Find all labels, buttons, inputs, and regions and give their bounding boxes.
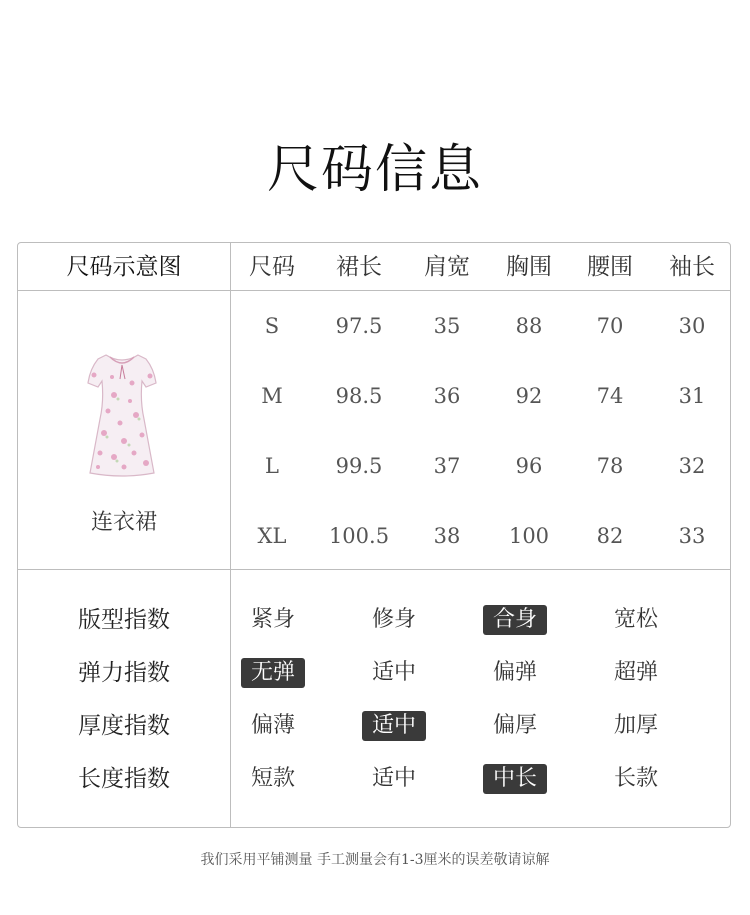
size-value: 92 — [515, 384, 543, 408]
size-value: 96 — [515, 454, 543, 478]
size-value: 100.5 — [328, 524, 390, 548]
col-header-dress-length: 裙长 — [336, 254, 382, 280]
index-option: 紧身 — [250, 607, 295, 632]
column-divider — [230, 243, 231, 827]
col-header-size: 尺码 — [249, 254, 295, 280]
index-option: 适中 — [371, 660, 416, 685]
col-header-shoulder: 肩宽 — [424, 254, 470, 280]
size-value: 82 — [596, 524, 624, 548]
size-label: L — [265, 454, 279, 478]
size-info-card — [17, 242, 731, 828]
index-option-selected: 中长 — [483, 764, 547, 794]
index-option: 超弹 — [613, 660, 658, 685]
index-label: 长度指数 — [78, 766, 170, 792]
index-option-selected: 合身 — [483, 605, 547, 635]
index-option: 长款 — [613, 766, 658, 791]
index-option: 偏薄 — [250, 713, 295, 738]
size-value: 36 — [433, 384, 461, 408]
index-label: 版型指数 — [78, 607, 170, 633]
size-value: 98.5 — [335, 384, 383, 408]
size-value: 38 — [433, 524, 461, 548]
size-value: 30 — [678, 314, 706, 338]
size-value: 31 — [678, 384, 706, 408]
size-value: 78 — [596, 454, 624, 478]
size-value: 74 — [596, 384, 624, 408]
size-value: 33 — [678, 524, 706, 548]
index-option: 偏厚 — [492, 713, 537, 738]
size-value: 37 — [433, 454, 461, 478]
index-option: 宽松 — [613, 607, 658, 632]
floral-dress-icon — [84, 349, 160, 477]
measurement-footnote: 我们采用平铺测量 手工测量会有1-3厘米的误差敬请谅解 — [200, 852, 550, 868]
size-label: XL — [257, 524, 287, 548]
index-option-selected: 无弹 — [241, 658, 305, 688]
size-label: S — [264, 314, 280, 338]
size-label: M — [261, 384, 283, 408]
item-caption: 连衣裙 — [90, 510, 157, 535]
header-divider — [18, 290, 730, 291]
col-header-sleeve: 袖长 — [669, 254, 715, 280]
size-value: 88 — [515, 314, 543, 338]
index-option: 修身 — [371, 607, 416, 632]
index-option-selected: 适中 — [362, 711, 426, 741]
col-header-waist: 腰围 — [587, 254, 633, 280]
size-value: 99.5 — [335, 454, 383, 478]
index-option: 适中 — [371, 766, 416, 791]
size-value: 100 — [508, 524, 550, 548]
index-label: 厚度指数 — [78, 713, 170, 739]
index-label: 弹力指数 — [78, 660, 170, 686]
index-option: 加厚 — [613, 713, 658, 738]
size-value: 32 — [678, 454, 706, 478]
size-diagram-header: 尺码示意图 — [66, 254, 182, 280]
index-option: 短款 — [250, 766, 295, 791]
page-title: 尺码信息 — [266, 140, 483, 200]
section-divider — [18, 569, 730, 570]
col-header-bust: 胸围 — [506, 254, 552, 280]
index-option: 偏弹 — [492, 660, 537, 685]
size-value: 97.5 — [335, 314, 383, 338]
size-value: 70 — [596, 314, 624, 338]
size-value: 35 — [433, 314, 461, 338]
